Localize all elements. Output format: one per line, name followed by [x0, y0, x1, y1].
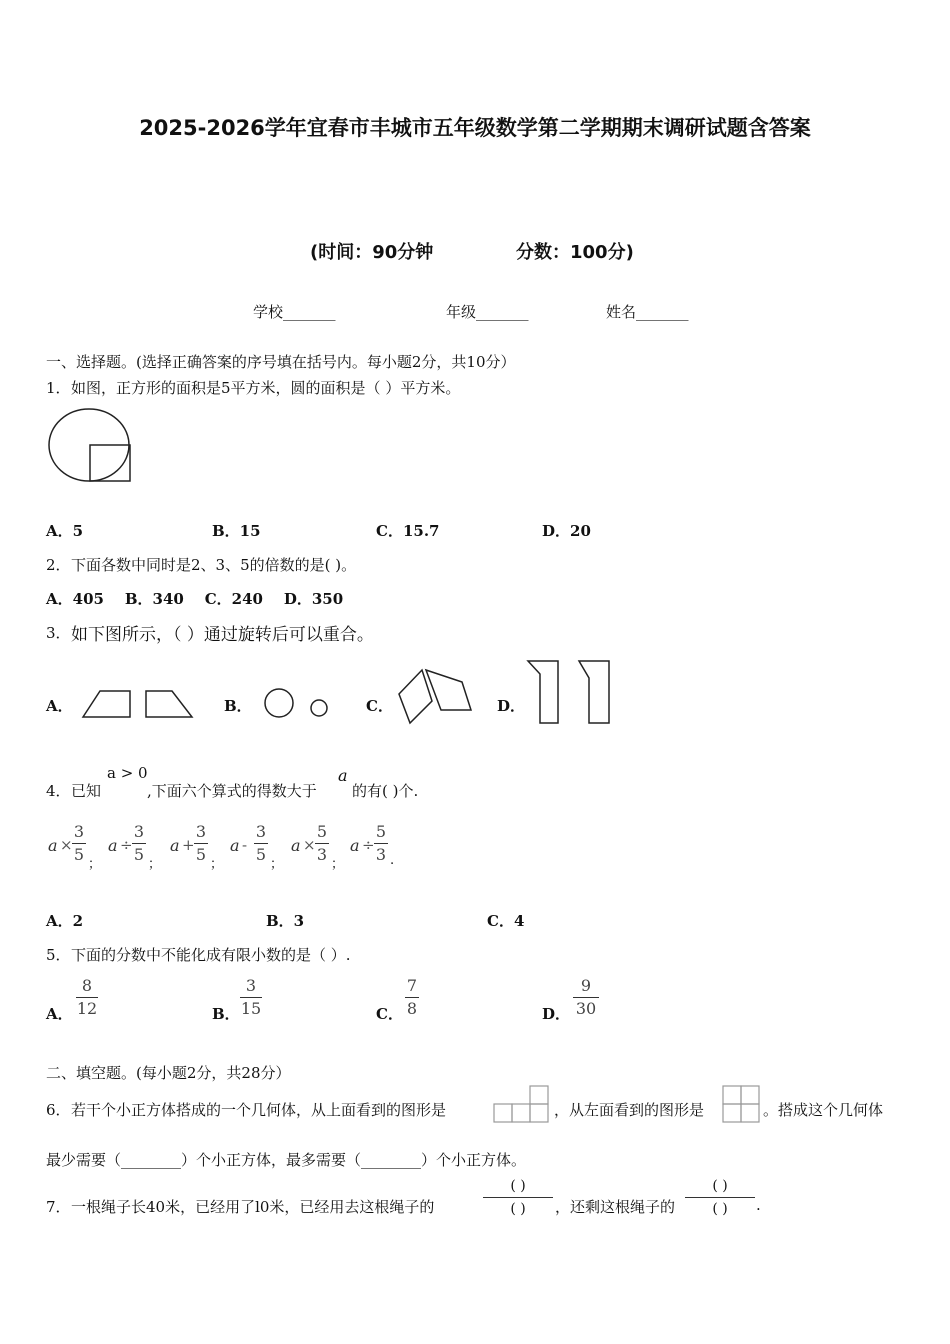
- grade-field: 年级_______: [446, 303, 529, 321]
- q3-parallelograms-figure: [525, 658, 615, 728]
- q4-expr-separator: ；: [270, 857, 284, 872]
- q6-text-c: 。搭成这个几何体: [763, 1101, 884, 1119]
- q1-number: 1．: [46, 379, 71, 397]
- q1-option-c: C．15.7: [376, 522, 440, 540]
- q2-options: A．405 B．340 C．240 D．350: [46, 590, 344, 608]
- q5-option-fraction: [76, 976, 98, 1019]
- q4-expr-operator: ÷: [120, 836, 133, 854]
- fraction-numerator: 3: [195, 822, 207, 841]
- q3-circles-figure: [262, 686, 332, 720]
- q6-left-view-figure: [722, 1085, 762, 1125]
- q4-text-a: 已知: [71, 782, 102, 800]
- q2-number: 2．: [46, 556, 71, 574]
- q5-option-label: B．: [212, 1005, 240, 1023]
- q1-option-d: D．20: [542, 522, 591, 540]
- q3-option-a: A．: [46, 697, 73, 715]
- q4-expr-separator: ；: [210, 857, 224, 872]
- q6-line2: 最少需要（________）个小正方体，最多需要（________）个小正方体。: [46, 1151, 527, 1169]
- q4-expr-var: a: [170, 836, 180, 855]
- q3-number: 3．: [46, 624, 71, 642]
- exam-score: 分数：100分): [516, 242, 634, 263]
- q7-text-b: ，还剩这根绳子的: [555, 1198, 676, 1216]
- page-title: 2025-2026学年宜春市丰城市五年级数学第二学期期末调研试题含答案: [139, 116, 811, 140]
- q4-expr-separator: .: [390, 853, 395, 868]
- q7-fraction-used-denominator: ( ): [510, 1201, 526, 1217]
- q4-expr-operator: ×: [303, 836, 316, 854]
- q4-expr-operator: ×: [60, 836, 73, 854]
- q1-text: 如图，正方形的面积是5平方米，圆的面积是（ ）平方米。: [71, 379, 461, 397]
- fraction-denominator: 5: [73, 845, 85, 864]
- q5-option-label: A．: [46, 1005, 73, 1023]
- q4-expr-var: a: [291, 836, 301, 855]
- section2-heading: 二、填空题。(每小题2分，共28分）: [46, 1064, 291, 1082]
- q4-expr-var: a: [108, 836, 118, 855]
- fraction-denominator: 5: [255, 845, 267, 864]
- q4-expr-var: a: [48, 836, 58, 855]
- q6-number: 6．: [46, 1101, 71, 1119]
- q7-text-c: .: [756, 1196, 761, 1214]
- q4-text-b: ,下面六个算式的得数大于: [147, 782, 317, 800]
- fraction-numerator: 3: [255, 822, 267, 841]
- q4-condition: a > 0: [107, 764, 148, 782]
- q4-option-c: C．4: [487, 912, 525, 930]
- fraction-denominator: 5: [133, 845, 145, 864]
- q4-number: 4．: [46, 782, 71, 800]
- q5-option-fraction: [573, 976, 599, 1019]
- fraction-numerator: 3: [133, 822, 145, 841]
- q1-circle-square-figure: [48, 408, 134, 484]
- exam-time: (时间：90分钟: [310, 242, 434, 263]
- fraction-denominator: 15: [240, 999, 262, 1018]
- fraction-numerator: 3: [73, 822, 85, 841]
- q5-option-fraction: [405, 976, 419, 1019]
- school-field: 学校_______: [253, 303, 336, 321]
- fraction-numerator: 3: [245, 976, 257, 995]
- q3-option-b: B．: [224, 697, 252, 715]
- fraction-denominator: 3: [316, 845, 328, 864]
- fraction-numerator: 5: [316, 822, 328, 841]
- fraction-numerator: 5: [375, 822, 387, 841]
- fraction-numerator: 7: [406, 976, 418, 995]
- q3-option-c: C．: [366, 697, 393, 715]
- q4-expr-fraction: [315, 822, 329, 865]
- fraction-numerator: 9: [580, 976, 592, 995]
- q7-fraction-remaining: [685, 1176, 755, 1219]
- q2-text: 下面各数中同时是2、3、5的倍数的是( )。: [71, 556, 357, 574]
- name-field: 姓名_______: [606, 303, 689, 321]
- q7-fraction-used: [483, 1176, 553, 1219]
- q4-expr-fraction: [72, 822, 86, 865]
- q4-expr-separator: ；: [331, 857, 345, 872]
- q4-expr-operator: +: [182, 836, 195, 854]
- q4-variable: a: [338, 766, 348, 785]
- q4-expr-operator: -: [242, 836, 248, 854]
- q1-option-a: A．5: [46, 522, 84, 540]
- q4-expr-var: a: [350, 836, 360, 855]
- fraction-denominator: 30: [575, 999, 597, 1018]
- q7-fraction-remaining-denominator: ( ): [712, 1201, 728, 1217]
- q3-text: 如下图所示，（ ）通过旋转后可以重合。: [71, 625, 374, 645]
- q5-option-label: D．: [542, 1005, 571, 1023]
- q4-expr-separator: ；: [88, 857, 102, 872]
- section1-heading: 一、选择题。(选择正确答案的序号填在括号内。每小题2分，共10分）: [46, 353, 516, 371]
- q7-fraction-remaining-numerator: ( ): [712, 1178, 728, 1194]
- q4-expr-fraction: [132, 822, 146, 865]
- q4-expr-fraction: [194, 822, 208, 865]
- fraction-numerator: 8: [81, 976, 93, 995]
- q6-text-a: 若干个小正方体搭成的一个几何体，从上面看到的图形是: [71, 1101, 447, 1119]
- q4-text-c: 的有( )个.: [352, 782, 419, 800]
- q5-number: 5．: [46, 946, 71, 964]
- q6-top-view-figure: [493, 1085, 553, 1125]
- q4-expr-var: a: [230, 836, 240, 855]
- q3-pentagons-figure: [396, 666, 476, 726]
- q7-text-a: 一根绳子长40米，已经用了l0米，已经用去这根绳子的: [71, 1198, 435, 1216]
- q4-option-b: B．3: [266, 912, 305, 930]
- q5-text: 下面的分数中不能化成有限小数的是（ ）.: [71, 946, 351, 964]
- q6-text-b: ，从左面看到的图形是: [554, 1101, 705, 1119]
- q4-expr-separator: ；: [148, 857, 162, 872]
- fraction-denominator: 3: [375, 845, 387, 864]
- q7-fraction-used-numerator: ( ): [510, 1178, 526, 1194]
- q1-option-b: B．15: [212, 522, 261, 540]
- q5-option-fraction: [240, 976, 262, 1019]
- q4-option-a: A．2: [46, 912, 84, 930]
- q3-option-d: D．: [497, 697, 526, 715]
- q4-expr-fraction: [254, 822, 268, 865]
- q7-number: 7．: [46, 1198, 71, 1216]
- q4-expr-fraction: [374, 822, 388, 865]
- fraction-denominator: 5: [195, 845, 207, 864]
- fraction-denominator: 8: [406, 999, 418, 1018]
- fraction-denominator: 12: [76, 999, 98, 1018]
- q4-expr-operator: ÷: [362, 836, 375, 854]
- q3-trapezoids-figure: [80, 688, 196, 722]
- q5-option-label: C．: [376, 1005, 403, 1023]
